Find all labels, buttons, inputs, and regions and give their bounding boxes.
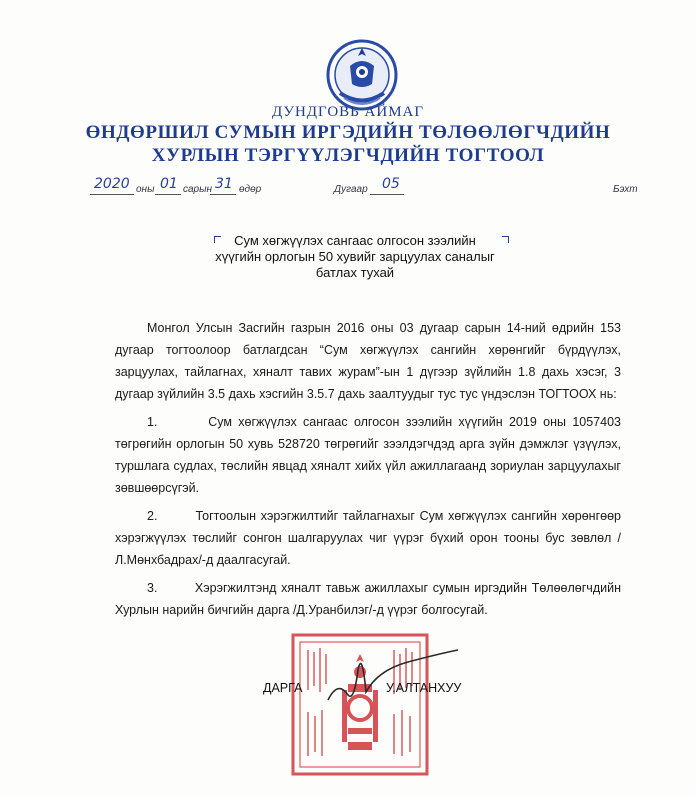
title-line3: батлах тухай xyxy=(315,265,395,280)
state-emblem-icon xyxy=(322,38,402,112)
signer-name: У.АЛТАНХУУ xyxy=(386,681,462,695)
item-text: Тогтоолын хэрэгжилтийг тайлагнахыг Сум хөгжүүлэх сангийн хөрөнгөөр хэрэгжүүлэх төслийг сонгон шалгаруулах чиг үүрэг бүхий орон тооны бус зөвлөл /Л.Мөнхбадрах/-д даалгасугай. xyxy=(115,509,621,567)
year-label: оны xyxy=(136,184,155,195)
intro-paragraph: Монгол Улсын Засгийн газрын 2016 оны 03 дугаар сарын 14-ний өдрийн 153 дугаар тогтоолоор батлагдсан “Сум хөгжүүлэх сангийн хөрөнгийг бүрдүүлэх, зарцуулах, тайлагнах, хяналт тавих журам”-ын 1 дүгээр зүйлийн 1.8 дахь хэсэг, 3 дугаар зүйлийн 3.5 дахь хэсгийн 3.5.7 дахь заалтуудыг тус тус үндэслэн ТОГТООХ нь: xyxy=(115,321,621,401)
list-item xyxy=(115,505,621,571)
item-number: 3. xyxy=(147,581,158,595)
organization-title-line1: ӨНДӨРШИЛ СУМЫН ИРГЭДИЙН ТӨЛӨӨЛӨГЧДИЙН xyxy=(85,122,611,143)
handwritten-signature xyxy=(318,640,468,710)
number-label: Дугаар xyxy=(334,184,368,195)
number-underline xyxy=(370,194,404,195)
month-underline xyxy=(155,194,181,195)
date-year: 2020 xyxy=(94,176,130,192)
list-item xyxy=(115,411,621,499)
day-underline xyxy=(210,194,236,195)
item-number: 1. xyxy=(147,415,158,429)
document-body xyxy=(115,317,621,627)
organization-title-line2: ХУРЛЫН ТЭРГҮҮЛЭГЧДИЙН ТОГТООЛ xyxy=(151,145,545,166)
signer-role: ДАРГА xyxy=(263,681,303,695)
day-label: өдөр xyxy=(239,184,262,195)
list-item xyxy=(115,577,621,621)
document-title xyxy=(160,233,550,281)
place-name: Бэхт xyxy=(613,184,638,195)
month-label: сарын xyxy=(183,184,212,195)
item-number: 2. xyxy=(147,509,158,523)
title-line2: хүүгийн орлогын 50 хувийг зарцуулах саналыг xyxy=(215,249,495,264)
year-underline xyxy=(90,194,134,195)
item-text: Хэрэгжилтэнд хяналт тавьж ажиллахыг сумын иргэдийн Төлөөлөгчдийн Хурлын нарийн бичгийн дарга /Д.Уранбилэг/-д үүрэг болгосугай. xyxy=(115,581,621,617)
title-line1: Сум хөгжүүлэх сангаас олгосон зээлийн xyxy=(234,233,476,248)
date-month: 01 xyxy=(160,176,178,192)
date-day: 31 xyxy=(215,176,233,192)
document-number: 05 xyxy=(382,176,400,192)
aimag-name: ДУНДГОВЬ АЙМАГ xyxy=(271,104,425,120)
item-text: Сум хөгжүүлэх сангаас олгосон зээлийн хүүгийн 2019 оны 1057403 төгрөгийн орлогын 50 хувь 528720 төгрөгийг зээлдэгчдэд арга зүйн дэмжлэг үзүүлэх, туршлага судлах, төслийн явцад хяналт хийх үйл ажиллагаанд зориулан зарцуулахыг зөвшөөрсүгэй. xyxy=(115,415,621,495)
